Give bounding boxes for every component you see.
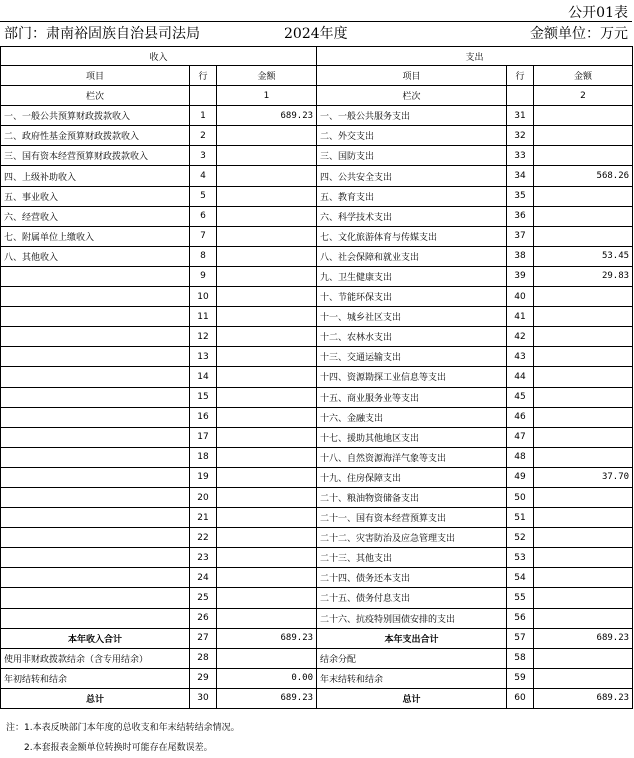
income-item-name xyxy=(1,427,190,447)
expense-line-number: 42 xyxy=(507,327,534,347)
nonfiscal-row xyxy=(1,648,633,668)
income-item-name xyxy=(1,307,190,327)
income-amount xyxy=(217,367,317,387)
table-row xyxy=(1,166,633,186)
income-item-header: 项目 xyxy=(1,66,190,86)
grand-expense-total-amount: 689.23 xyxy=(534,688,633,708)
table-row xyxy=(1,347,633,367)
distribution-label: 结余分配 xyxy=(317,648,507,668)
expense-line-number: 51 xyxy=(507,508,534,528)
expense-line-number: 52 xyxy=(507,528,534,548)
table-row xyxy=(1,508,633,528)
income-line-number: 8 xyxy=(190,246,217,266)
expense-amount xyxy=(534,427,633,447)
expense-line-number: 38 xyxy=(507,246,534,266)
income-amount xyxy=(217,548,317,568)
table-row xyxy=(1,126,633,146)
expense-item-name: 七、文化旅游体育与传媒支出 xyxy=(317,226,507,246)
expense-item-name: 二十三、其他支出 xyxy=(317,548,507,568)
income-index-blank xyxy=(190,86,217,106)
income-amount xyxy=(217,487,317,507)
beginning-balance-amount: 0.00 xyxy=(217,668,317,688)
income-amount xyxy=(217,307,317,327)
expense-amount xyxy=(534,126,633,146)
expense-amount xyxy=(534,347,633,367)
grand-income-total-line: 30 xyxy=(190,688,217,708)
income-expense-table xyxy=(0,46,633,709)
expense-amount xyxy=(534,307,633,327)
income-amount: 689.23 xyxy=(217,106,317,126)
expense-line-number: 34 xyxy=(507,166,534,186)
table-row xyxy=(1,246,633,266)
income-amount xyxy=(217,327,317,347)
expense-amount: 568.26 xyxy=(534,166,633,186)
ending-balance-amount xyxy=(534,668,633,688)
income-item-name: 七、附属单位上缴收入 xyxy=(1,226,190,246)
income-item-name xyxy=(1,508,190,528)
year-expense-total-label: 本年支出合计 xyxy=(317,628,507,648)
year-income-total-label: 本年收入合计 xyxy=(1,628,190,648)
expense-line-number: 33 xyxy=(507,146,534,166)
table-row xyxy=(1,588,633,608)
expense-amount xyxy=(534,447,633,467)
expense-amount xyxy=(534,287,633,307)
distribution-line: 58 xyxy=(507,648,534,668)
income-amount xyxy=(217,407,317,427)
expense-amount xyxy=(534,548,633,568)
income-amount xyxy=(217,588,317,608)
income-item-name xyxy=(1,548,190,568)
expense-line-number: 55 xyxy=(507,588,534,608)
expense-item-header: 项目 xyxy=(317,66,507,86)
expense-item-name: 二十四、债务还本支出 xyxy=(317,568,507,588)
income-item-name: 二、政府性基金预算财政拨款收入 xyxy=(1,126,190,146)
income-amount xyxy=(217,467,317,487)
expense-item-name: 八、社会保障和就业支出 xyxy=(317,246,507,266)
expense-line-number: 35 xyxy=(507,186,534,206)
income-item-name xyxy=(1,287,190,307)
expense-line-number: 53 xyxy=(507,548,534,568)
expense-line-number: 43 xyxy=(507,347,534,367)
income-line-number: 20 xyxy=(190,487,217,507)
expense-line-number: 41 xyxy=(507,307,534,327)
nonfiscal-label: 使用非财政拨款结余（含专用结余） xyxy=(1,648,190,668)
income-line-number: 9 xyxy=(190,266,217,286)
expense-line-number: 54 xyxy=(507,568,534,588)
expense-section-title: 支出 xyxy=(317,47,633,66)
expense-amount: 53.45 xyxy=(534,246,633,266)
expense-item-name: 十三、交通运输支出 xyxy=(317,347,507,367)
department-label: 部门：肃南裕固族自治县司法局 xyxy=(4,26,200,42)
income-line-number: 26 xyxy=(190,608,217,628)
income-amount xyxy=(217,447,317,467)
expense-amount xyxy=(534,528,633,548)
expense-line-number: 39 xyxy=(507,266,534,286)
table-row xyxy=(1,327,633,347)
table-row xyxy=(1,548,633,568)
income-line-number: 13 xyxy=(190,347,217,367)
income-item-name xyxy=(1,568,190,588)
column-index-row xyxy=(1,86,633,106)
table-row xyxy=(1,206,633,226)
income-item-name xyxy=(1,327,190,347)
year-income-total-line: 27 xyxy=(190,628,217,648)
expense-line-number: 40 xyxy=(507,287,534,307)
expense-amount-header: 金额 xyxy=(534,66,633,86)
expense-line-number: 50 xyxy=(507,487,534,507)
income-section-title: 收入 xyxy=(1,47,317,66)
income-line-number: 7 xyxy=(190,226,217,246)
expense-amount xyxy=(534,206,633,226)
expense-amount xyxy=(534,186,633,206)
income-amount xyxy=(217,528,317,548)
expense-amount xyxy=(534,608,633,628)
grand-expense-total-line: 60 xyxy=(507,688,534,708)
year-expense-total-amount: 689.23 xyxy=(534,628,633,648)
income-amount xyxy=(217,387,317,407)
expense-index-label: 栏次 xyxy=(317,86,507,106)
income-amount xyxy=(217,126,317,146)
nonfiscal-line: 28 xyxy=(190,648,217,668)
income-amount xyxy=(217,166,317,186)
expense-item-name: 十七、援助其他地区支出 xyxy=(317,427,507,447)
expense-item-name: 二十六、抗疫特别国债安排的支出 xyxy=(317,608,507,628)
income-amount xyxy=(217,246,317,266)
expense-index-blank xyxy=(507,86,534,106)
income-item-name: 四、上级补助收入 xyxy=(1,166,190,186)
expense-item-name: 二十五、债务付息支出 xyxy=(317,588,507,608)
table-row xyxy=(1,568,633,588)
grand-income-total-label: 总计 xyxy=(1,688,190,708)
expense-item-name: 十五、商业服务业等支出 xyxy=(317,387,507,407)
expense-item-name: 五、教育支出 xyxy=(317,186,507,206)
grand-total-row xyxy=(1,688,633,708)
income-line-number: 3 xyxy=(190,146,217,166)
income-item-name: 八、其他收入 xyxy=(1,246,190,266)
expense-item-name: 二十二、灾害防治及应急管理支出 xyxy=(317,528,507,548)
expense-item-name: 十、节能环保支出 xyxy=(317,287,507,307)
income-line-number: 2 xyxy=(190,126,217,146)
table-row xyxy=(1,467,633,487)
income-item-name: 六、经营收入 xyxy=(1,206,190,226)
expense-item-name: 三、国防支出 xyxy=(317,146,507,166)
income-line-number: 21 xyxy=(190,508,217,528)
year-total-row xyxy=(1,628,633,648)
income-line-number: 19 xyxy=(190,467,217,487)
expense-amount xyxy=(534,367,633,387)
table-row xyxy=(1,226,633,246)
income-item-name xyxy=(1,367,190,387)
ending-balance-line: 59 xyxy=(507,668,534,688)
expense-amount: 29.83 xyxy=(534,266,633,286)
table-row xyxy=(1,528,633,548)
expense-item-name: 十九、住房保障支出 xyxy=(317,467,507,487)
income-item-name xyxy=(1,487,190,507)
income-index-label: 栏次 xyxy=(1,86,190,106)
income-amount xyxy=(217,266,317,286)
distribution-amount xyxy=(534,648,633,668)
table-row xyxy=(1,266,633,286)
expense-line-number: 31 xyxy=(507,106,534,126)
section-header-row xyxy=(1,47,633,66)
expense-item-name: 一、一般公共服务支出 xyxy=(317,106,507,126)
expense-amount xyxy=(534,568,633,588)
income-index-number: 1 xyxy=(217,86,317,106)
form-code: 公开01表 xyxy=(568,5,628,21)
income-item-name xyxy=(1,347,190,367)
income-item-name xyxy=(1,447,190,467)
income-line-number: 12 xyxy=(190,327,217,347)
income-line-number: 18 xyxy=(190,447,217,467)
beginning-balance-label: 年初结转和结余 xyxy=(1,668,190,688)
income-line-number: 16 xyxy=(190,407,217,427)
income-item-name xyxy=(1,266,190,286)
expense-item-name: 二十、粮油物资储备支出 xyxy=(317,487,507,507)
expense-line-number: 36 xyxy=(507,206,534,226)
table-row xyxy=(1,146,633,166)
income-line-number: 4 xyxy=(190,166,217,186)
carryover-row xyxy=(1,668,633,688)
footnote-2: 2.本套报表金额单位转换时可能存在尾数误差。 xyxy=(24,743,213,753)
table-row xyxy=(1,367,633,387)
income-amount xyxy=(217,568,317,588)
table-row xyxy=(1,106,633,126)
grand-expense-total-label: 总计 xyxy=(317,688,507,708)
expense-item-name: 九、卫生健康支出 xyxy=(317,266,507,286)
income-amount xyxy=(217,508,317,528)
income-amount xyxy=(217,206,317,226)
nonfiscal-amount xyxy=(217,648,317,668)
table-row xyxy=(1,487,633,507)
table-row xyxy=(1,287,633,307)
income-amount xyxy=(217,146,317,166)
table-row xyxy=(1,427,633,447)
income-amount xyxy=(217,608,317,628)
expense-amount xyxy=(534,508,633,528)
income-item-name xyxy=(1,588,190,608)
income-item-name: 一、一般公共预算财政拨款收入 xyxy=(1,106,190,126)
table-row xyxy=(1,387,633,407)
year-expense-total-line: 57 xyxy=(507,628,534,648)
income-line-number: 11 xyxy=(190,307,217,327)
expense-index-number: 2 xyxy=(534,86,633,106)
expense-item-name: 十一、城乡社区支出 xyxy=(317,307,507,327)
income-line-number: 24 xyxy=(190,568,217,588)
expense-line-number: 48 xyxy=(507,447,534,467)
income-line-number: 22 xyxy=(190,528,217,548)
income-line-number: 14 xyxy=(190,367,217,387)
footnotes xyxy=(6,718,240,758)
expense-amount xyxy=(534,487,633,507)
income-line-number: 1 xyxy=(190,106,217,126)
expense-item-name: 十二、农林水支出 xyxy=(317,327,507,347)
expense-item-name: 四、公共安全支出 xyxy=(317,166,507,186)
beginning-balance-line: 29 xyxy=(190,668,217,688)
footnote-1: 注：1.本表反映部门本年度的总收支和年末结转结余情况。 xyxy=(6,723,240,733)
expense-item-name: 二十一、国有资本经营预算支出 xyxy=(317,508,507,528)
expense-line-number: 45 xyxy=(507,387,534,407)
income-line-number: 10 xyxy=(190,287,217,307)
column-header-row xyxy=(1,66,633,86)
income-amount xyxy=(217,427,317,447)
expense-item-name: 十八、自然资源海洋气象等支出 xyxy=(317,447,507,467)
expense-amount: 37.70 xyxy=(534,467,633,487)
income-amount xyxy=(217,226,317,246)
income-amount xyxy=(217,347,317,367)
income-line-number: 15 xyxy=(190,387,217,407)
expense-amount xyxy=(534,387,633,407)
expense-line-number: 44 xyxy=(507,367,534,387)
expense-item-name: 二、外交支出 xyxy=(317,126,507,146)
expense-amount xyxy=(534,407,633,427)
income-amount xyxy=(217,186,317,206)
table-row xyxy=(1,186,633,206)
expense-line-number: 46 xyxy=(507,407,534,427)
income-item-name xyxy=(1,387,190,407)
expense-amount xyxy=(534,588,633,608)
table-row xyxy=(1,447,633,467)
expense-item-name: 十六、金融支出 xyxy=(317,407,507,427)
income-line-number: 17 xyxy=(190,427,217,447)
income-item-name xyxy=(1,528,190,548)
year-income-total-amount: 689.23 xyxy=(217,628,317,648)
fiscal-year: 2024年度 xyxy=(284,26,348,42)
expense-line-number: 47 xyxy=(507,427,534,447)
grand-income-total-amount: 689.23 xyxy=(217,688,317,708)
income-item-name xyxy=(1,407,190,427)
expense-amount xyxy=(534,226,633,246)
income-amount xyxy=(217,287,317,307)
expense-item-name: 十四、资源勘探工业信息等支出 xyxy=(317,367,507,387)
income-amount-header: 金额 xyxy=(217,66,317,86)
income-item-name xyxy=(1,467,190,487)
expense-line-number: 56 xyxy=(507,608,534,628)
amount-unit: 金额单位：万元 xyxy=(530,26,628,42)
income-line-number: 25 xyxy=(190,588,217,608)
income-line-header: 行 xyxy=(190,66,217,86)
income-line-number: 5 xyxy=(190,186,217,206)
expense-amount xyxy=(534,106,633,126)
table-row xyxy=(1,407,633,427)
expense-amount xyxy=(534,146,633,166)
table-row xyxy=(1,608,633,628)
expense-line-number: 37 xyxy=(507,226,534,246)
income-item-name: 五、事业收入 xyxy=(1,186,190,206)
expense-line-header: 行 xyxy=(507,66,534,86)
table-row xyxy=(1,307,633,327)
income-line-number: 23 xyxy=(190,548,217,568)
expense-line-number: 49 xyxy=(507,467,534,487)
income-item-name: 三、国有资本经营预算财政拨款收入 xyxy=(1,146,190,166)
expense-item-name: 六、科学技术支出 xyxy=(317,206,507,226)
income-line-number: 6 xyxy=(190,206,217,226)
expense-amount xyxy=(534,327,633,347)
income-item-name xyxy=(1,608,190,628)
report-header xyxy=(0,21,632,44)
expense-line-number: 32 xyxy=(507,126,534,146)
ending-balance-label: 年末结转和结余 xyxy=(317,668,507,688)
